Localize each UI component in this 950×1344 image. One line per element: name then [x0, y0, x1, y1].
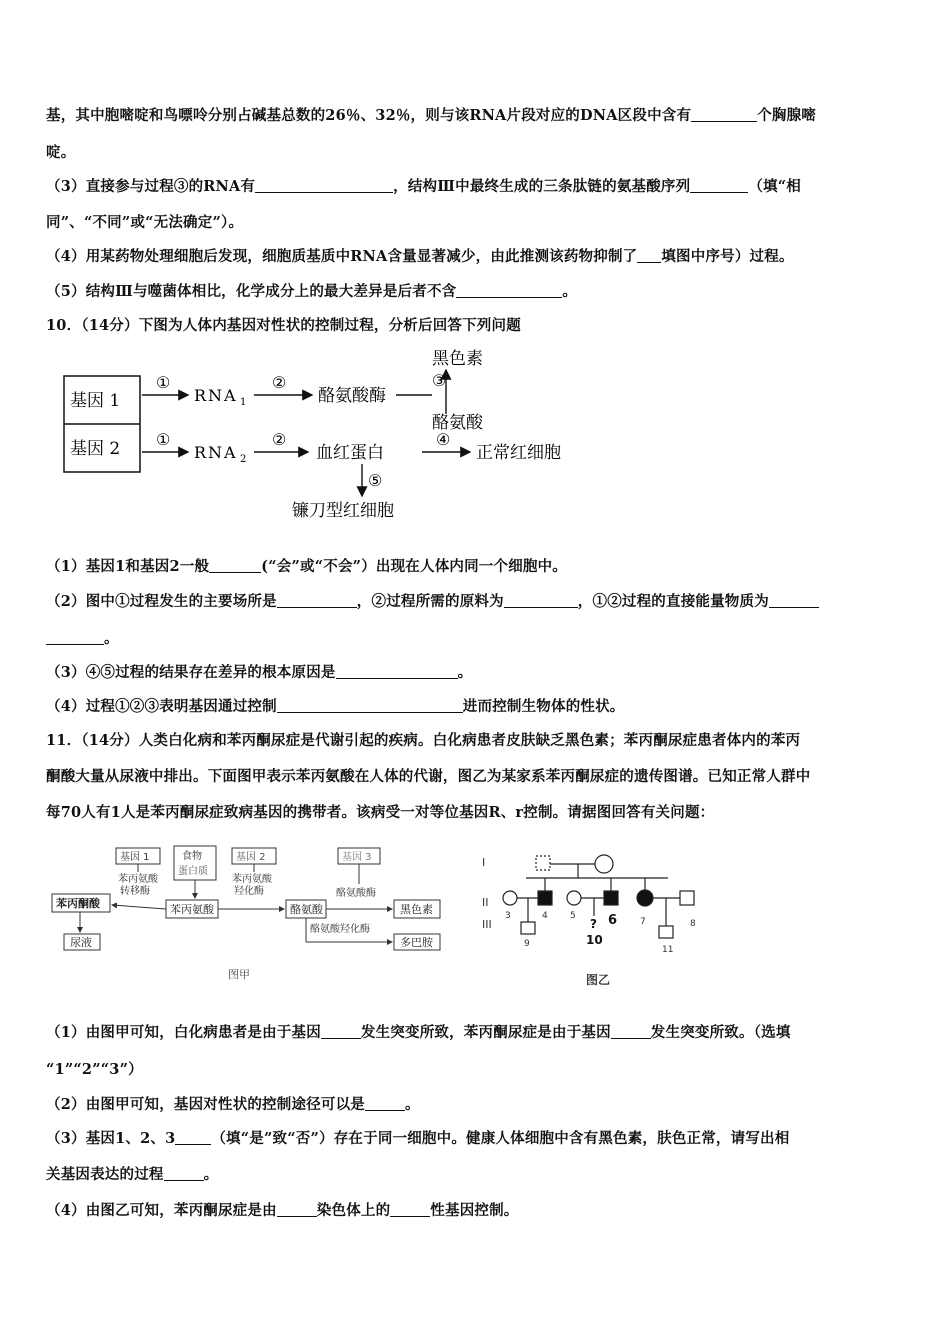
rna2-sub: 2 — [240, 454, 247, 465]
text: 。 — [104, 630, 119, 647]
step-2: ② — [272, 373, 287, 392]
individual-1 — [536, 856, 550, 870]
blank[interactable] — [321, 1024, 361, 1039]
step-3: ③ — [432, 371, 447, 390]
text: 11．（14分）人类白化病和苯丙酮尿症是代谢引起的疾病。白化病患者皮肤缺乏黑色素；苯丙酮尿症患者体内的苯丙 — [46, 732, 801, 749]
text: 关基因表达的过程 — [46, 1166, 164, 1183]
label-9: 9 — [524, 939, 530, 949]
figure-caption: 图甲 — [228, 968, 250, 981]
blank[interactable] — [456, 283, 562, 298]
gene2: 基因 2 — [236, 852, 266, 863]
individual-7 — [637, 890, 653, 906]
blank[interactable] — [504, 593, 578, 608]
label-8: 8 — [690, 919, 696, 929]
rna1-sub: 1 — [240, 397, 247, 408]
blank[interactable] — [175, 1130, 211, 1145]
individual-5 — [567, 891, 581, 905]
text: （1）由图甲可知，白化病患者是由于基因 — [46, 1024, 321, 1041]
label-5: 5 — [570, 911, 576, 921]
individual-3 — [503, 891, 517, 905]
individual-4 — [538, 891, 552, 905]
individual-6 — [604, 891, 618, 905]
label-3: 3 — [505, 911, 511, 921]
individual-11 — [659, 926, 673, 938]
text: 进而控制生物体的性状。 — [462, 698, 625, 715]
text: （2）图中①过程发生的主要场所是 — [46, 593, 277, 610]
blank[interactable] — [390, 1202, 430, 1217]
text-line — [46, 1058, 143, 1079]
tyr-hydroxylase: 酪氨酸羟化酶 — [310, 924, 370, 935]
text-line — [46, 280, 577, 301]
pedigree-chart — [478, 846, 708, 992]
step-4: ④ — [436, 430, 451, 449]
text: 。 — [203, 1166, 219, 1183]
blank[interactable] — [277, 698, 463, 713]
phe-hydroxylase: 羟化酶 — [234, 886, 264, 897]
generation-2: II — [482, 896, 489, 909]
text-line — [46, 1163, 218, 1184]
gene3: 基因 3 — [342, 852, 372, 863]
individual-8 — [680, 891, 694, 905]
text: （4）由图乙可知，苯丙酮尿症是由 — [46, 1202, 277, 1219]
text: 。 — [562, 283, 578, 300]
text-line — [46, 211, 243, 232]
urine: 尿液 — [70, 936, 92, 949]
rna1: RNA — [194, 386, 238, 405]
protein: 蛋白质 — [178, 866, 208, 877]
melanin: 黑色素 — [432, 349, 483, 369]
text-line — [46, 1199, 519, 1220]
text: （填“是”致“否”）存在于同一细胞中。健康人体细胞中含有黑色素，肤色正常，请写出相 — [211, 1130, 790, 1147]
text: （3）④⑤过程的结果存在差异的根本原因是 — [46, 664, 336, 681]
dopamine: 多巴胺 — [400, 936, 433, 949]
individual-2 — [595, 855, 613, 873]
blank[interactable] — [611, 1024, 651, 1039]
text: 每70人有1人是苯丙酮尿症致病基因的携带者。该病受一对等位基因R、r控制。请据图回答有关问题： — [46, 804, 715, 821]
phe-transaminase: 转移酶 — [120, 886, 150, 897]
label-6: 6 — [608, 913, 618, 928]
phenylpyruvate: 苯丙酮酸 — [56, 897, 100, 910]
text: （填“相 — [748, 178, 801, 195]
blank[interactable] — [690, 178, 748, 193]
step-1: ① — [156, 430, 171, 449]
unknown-marker: ? — [590, 917, 597, 931]
metabolism-diagram — [48, 838, 458, 988]
text: 酮酸大量从尿液中排出。下面图甲表示苯丙氨酸在人体的代谢，图乙为某家系苯丙酮尿症的遗传图谱。已知正常人群中 — [46, 768, 811, 785]
blank[interactable] — [277, 593, 357, 608]
text: （3）基因1、2、3 — [46, 1130, 176, 1147]
text: (“会”或“不会”）出现在人体内同一个细胞中。 — [261, 558, 567, 575]
phenylalanine: 苯丙氨酸 — [170, 903, 214, 916]
generation-3: III — [482, 918, 492, 931]
question-10-heading — [46, 314, 521, 335]
text-line — [46, 104, 816, 125]
text: ，结构Ⅲ中最终生成的三条肽链的氨基酸序列 — [393, 178, 691, 195]
question-11-stem — [46, 729, 800, 750]
text-line — [46, 1127, 789, 1148]
text: 啶。 — [46, 144, 76, 161]
question-11-stem — [46, 765, 810, 786]
text: 。 — [405, 1096, 420, 1113]
text-line — [46, 695, 625, 716]
blank[interactable] — [277, 1202, 317, 1217]
blank[interactable] — [365, 1096, 405, 1111]
blank[interactable] — [255, 178, 393, 193]
text: （4）用某药物处理细胞后发现，细胞质基质中RNA含量显著减少，由此推测该药物抑制了 — [46, 248, 638, 265]
step-1: ① — [156, 373, 171, 392]
melanin: 黑色素 — [400, 903, 433, 916]
gene1-label: 基因 1 — [70, 391, 121, 411]
text-line — [46, 175, 801, 196]
tyrosine: 酪氨酸 — [432, 413, 483, 433]
text: （2）由图甲可知，基因对性状的控制途径可以是 — [46, 1096, 365, 1113]
text: ，①②过程的直接能量物质为 — [577, 593, 769, 610]
text: 。 — [457, 664, 473, 681]
label-7: 7 — [640, 917, 646, 927]
blank[interactable] — [769, 593, 819, 608]
question-11-stem — [46, 801, 714, 822]
blank[interactable] — [209, 558, 261, 573]
tyrosinase: 酪氨酸酶 — [336, 888, 376, 899]
text: 10．（14分）下图为人体内基因对性状的控制过程，分析后回答下列问题 — [46, 317, 521, 334]
text: 性基因控制。 — [430, 1202, 519, 1219]
gene1: 基因 1 — [120, 852, 150, 863]
text: （1）基因1和基因2一般 — [46, 558, 210, 575]
text: 个胸腺嘧 — [757, 107, 816, 124]
text: （5）结构Ⅲ与噬菌体相比，化学成分上的最大差异是后者不含 — [46, 283, 457, 300]
label-4: 4 — [542, 911, 548, 921]
blank[interactable] — [164, 1166, 204, 1181]
text-line — [46, 141, 75, 162]
text-line — [46, 590, 819, 611]
text: 发生突变所致，苯丙酮尿症是由于基因 — [360, 1024, 611, 1041]
generation-1: I — [482, 856, 486, 869]
rna2: RNA — [194, 443, 238, 462]
enzyme: 酪氨酸酶 — [318, 386, 386, 406]
step-2: ② — [272, 430, 287, 449]
normal-rbc: 正常红细胞 — [476, 443, 561, 463]
text: 发生突变所致。（选填 — [650, 1024, 791, 1041]
text: ，②过程所需的原料为 — [356, 593, 504, 610]
text-line — [46, 555, 567, 576]
text: 染色体上的 — [316, 1202, 391, 1219]
text: 填图中序号）过程。 — [661, 248, 794, 265]
hemoglobin: 血红蛋白 — [316, 443, 384, 463]
blank[interactable] — [336, 664, 458, 679]
figure-caption: 图乙 — [586, 973, 611, 987]
step-5: ⑤ — [368, 471, 383, 490]
text: （4）过程①②③表明基因通过控制 — [46, 698, 277, 715]
text-line — [46, 661, 472, 682]
phe-hydroxylase: 苯丙氨酸 — [232, 874, 272, 885]
food: 食物 — [182, 851, 202, 862]
label-11: 11 — [662, 945, 674, 955]
text: 同”、“不同”或“无法确定”）。 — [46, 214, 244, 231]
text: 基，其中胞嘧啶和鸟嘌呤分别占碱基总数的26％、32％，则与该RNA片段对应的DNA区段中含有 — [46, 107, 692, 124]
phe-transaminase: 苯丙氨酸 — [118, 874, 158, 885]
individual-9 — [521, 922, 535, 934]
text-line — [46, 627, 119, 648]
blank[interactable] — [691, 107, 757, 122]
text-line — [46, 1093, 420, 1114]
text-line — [46, 1021, 791, 1042]
text: （3）直接参与过程③的RNA有 — [46, 178, 256, 195]
label-10: 10 — [586, 933, 603, 947]
text-line — [46, 245, 794, 266]
tyrosine: 酪氨酸 — [290, 903, 323, 916]
blank[interactable] — [637, 248, 661, 263]
blank[interactable] — [46, 630, 104, 645]
text: “1”“2”“3”） — [46, 1061, 143, 1078]
gene-control-diagram — [60, 344, 620, 526]
sickle-rbc: 镰刀型红细胞 — [292, 501, 394, 521]
gene2-label: 基因 2 — [70, 439, 121, 459]
